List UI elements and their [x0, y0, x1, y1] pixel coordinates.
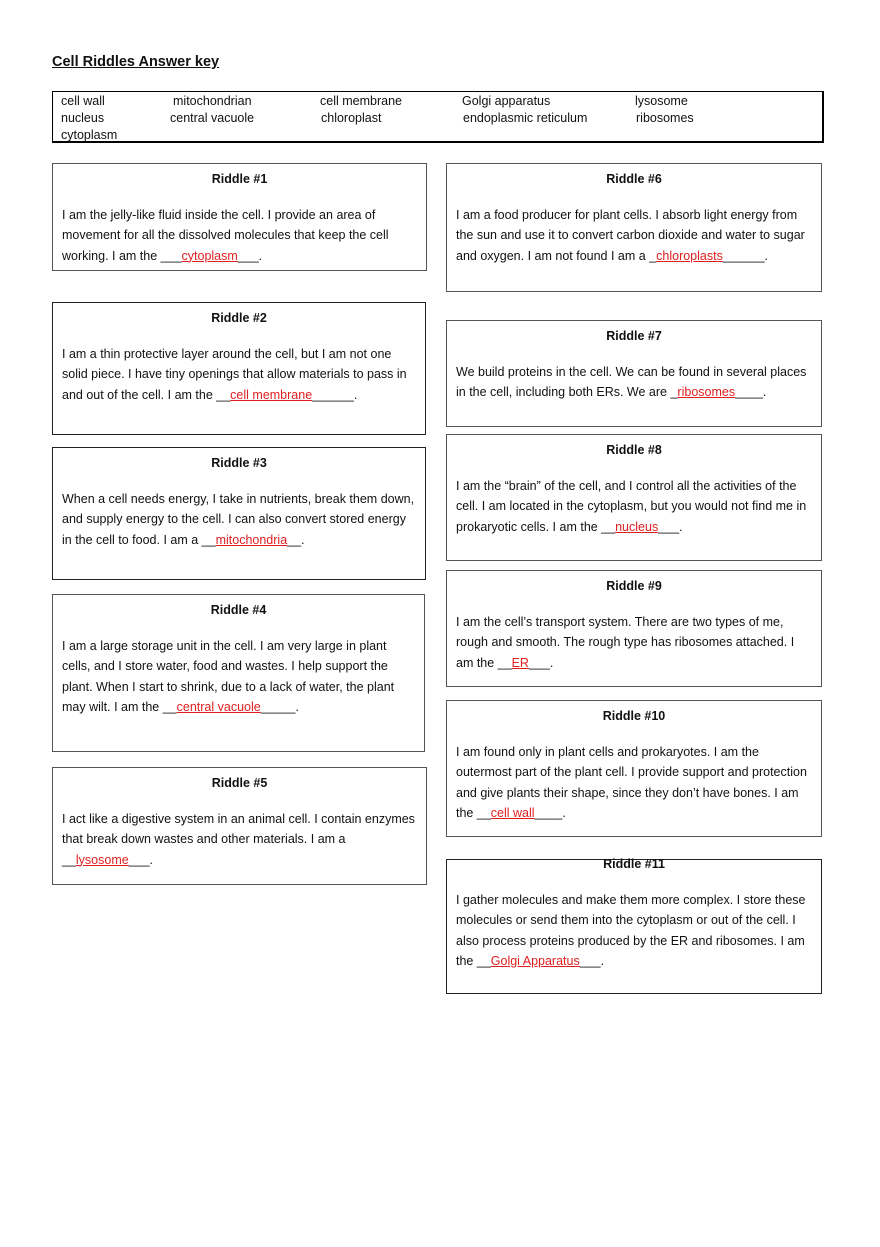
riddle-card	[446, 570, 822, 687]
word-bank-item: nucleus	[61, 111, 105, 125]
riddle-card	[52, 594, 425, 752]
riddle-title: Riddle #7	[606, 329, 662, 343]
word-bank-item: mitochondrian	[173, 94, 252, 108]
riddle-card	[52, 163, 427, 271]
word-bank-item: cell membrane	[320, 94, 402, 108]
riddle-title: Riddle #2	[211, 311, 267, 325]
riddle-card	[52, 767, 427, 885]
riddle-title: Riddle #9	[606, 579, 662, 593]
word-bank-item: Golgi apparatus	[462, 94, 551, 108]
riddle-text: When a cell needs energy, I take in nutrients, break them down, and supply energy to the cell. I can also convert stored energy in the cell to food. I am a __mitochondria__.	[62, 492, 415, 547]
riddle-text: I am the jelly-like fluid inside the cell. I provide an area of movement for all the dissolved molecules that keep the cell working. I am the ___cytoplasm___.	[62, 208, 389, 263]
riddle-text: I am the cell’s transport system. There are two types of me, rough and smooth. The rough type has ribosomes attached. I am the __ER___.	[456, 615, 795, 670]
riddle-text: I am the “brain” of the cell, and I control all the activities of the cell. I am located in the cytoplasm, but you would not find me in prokaryotic cells. I am the __nucleus___.	[456, 479, 807, 534]
riddle-text: We build proteins in the cell. We can be found in several places in the cell, including both ERs. We are _ribosomes____.	[456, 365, 807, 400]
word-bank-item: cell wall	[61, 94, 105, 108]
page-title: Cell Riddles Answer key	[52, 54, 220, 70]
riddle-answer: lysosome	[75, 852, 129, 867]
riddle-card	[446, 163, 822, 292]
riddle-answer: nucleus	[615, 519, 659, 534]
riddle-title: Riddle #11	[603, 857, 665, 871]
riddle-text: I gather molecules and make them more complex. I store these molecules or send them into the cytoplasm or out of the cell. I also process proteins produced by the ER and ribosomes. I am the __Golgi Apparatus___.	[456, 893, 806, 968]
riddle-title: Riddle #5	[211, 776, 268, 790]
word-bank-item: cytoplasm	[61, 128, 118, 142]
riddle-title: Riddle #10	[602, 709, 666, 723]
riddle-card	[446, 320, 822, 427]
word-bank-item: ribosomes	[636, 111, 694, 125]
riddle-text: I am a large storage unit in the cell. I am very large in plant cells, and I store water, food and wastes. I help support the plant. When I start to shrink, due to a lack of water, the plant may wilt. I am the __central vacuole_____.	[62, 639, 395, 714]
riddle-answer: central vacuole	[176, 699, 261, 714]
riddle-answer: cell membrane	[230, 387, 313, 402]
word-bank-item: endoplasmic reticulum	[463, 111, 588, 125]
riddle-card	[446, 700, 822, 837]
riddle-answer: ribosomes	[677, 385, 736, 400]
riddle-card	[446, 859, 822, 994]
riddle-answer: Golgi Apparatus	[490, 953, 580, 968]
riddle-answer: mitochondria	[215, 532, 288, 547]
word-bank	[52, 91, 824, 143]
riddle-title: Riddle #3	[211, 456, 267, 470]
riddle-answer: cytoplasm	[181, 248, 238, 263]
riddle-title: Riddle #1	[211, 172, 268, 186]
word-bank-item: lysosome	[635, 94, 688, 108]
riddle-text: I am a thin protective layer around the cell, but I am not one solid piece. I have tiny openings that allow materials to pass in and out of the cell. I am the __cell membrane______.	[62, 347, 407, 402]
riddle-text: I am found only in plant cells and prokaryotes. I am the outermost part of the plant cell. I provide support and protection and give plants their shape, since they don’t have bones. I am the __cell wall____.	[456, 745, 807, 820]
riddle-title: Riddle #8	[606, 443, 662, 457]
riddle-title: Riddle #6	[606, 172, 662, 186]
riddle-card	[52, 447, 426, 580]
word-bank-item: chloroplast	[321, 111, 382, 125]
word-bank-item: central vacuole	[170, 111, 255, 125]
riddle-card	[52, 302, 426, 435]
riddle-text: I am a food producer for plant cells. I absorb light energy from the sun and use it to convert carbon dioxide and water to sugar and oxygen. I am not found I am a _chloroplasts______.	[456, 208, 805, 263]
riddle-title: Riddle #4	[210, 603, 267, 617]
riddle-text: I act like a digestive system in an animal cell. I contain enzymes that break down wastes and other materials. I am a __lysosome___.	[62, 812, 415, 867]
riddle-answer: ER	[511, 655, 529, 670]
riddle-answer: cell wall	[490, 805, 535, 820]
riddle-answer: chloroplasts	[656, 248, 723, 263]
riddle-card	[446, 434, 822, 561]
